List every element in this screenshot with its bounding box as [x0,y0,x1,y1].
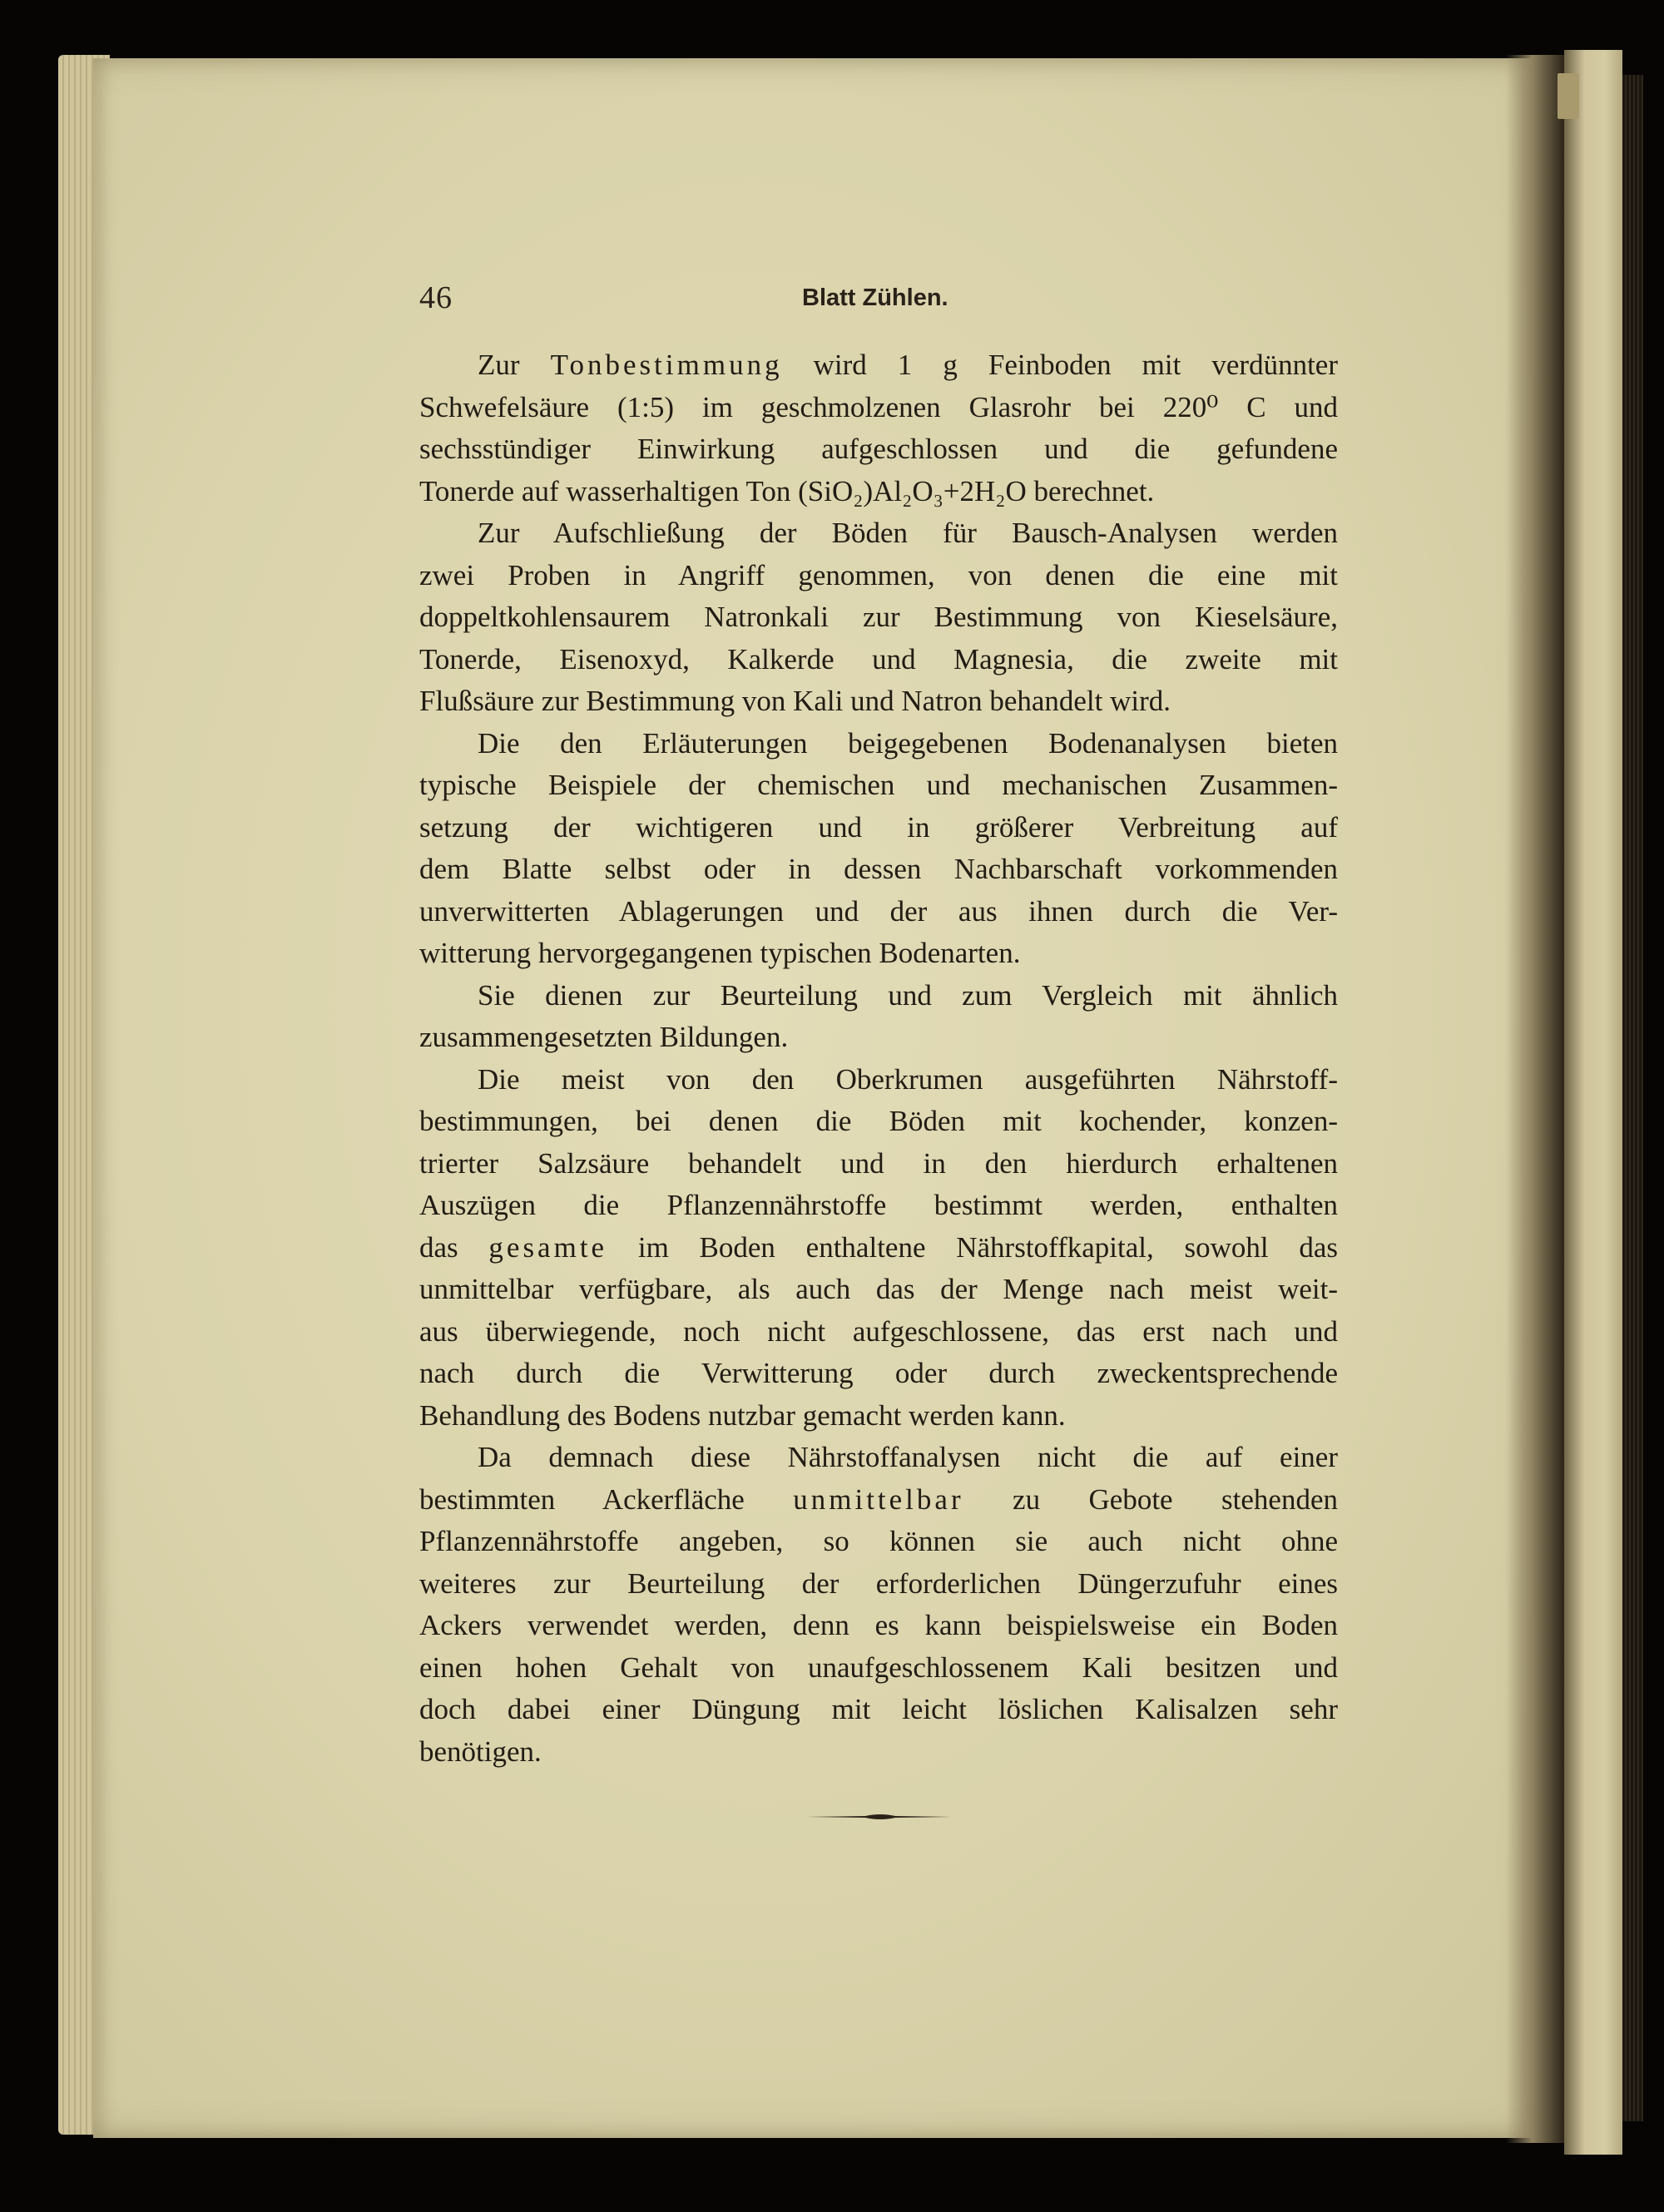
text-line [419,344,1338,387]
text-line: Tonerde, Eisenoxyd, Kalkerde und Magnesia, die zweite mit [419,642,1338,675]
text-line: Auszügen die Pflanzennährstoffe bestimmt werden, enthalten [419,1189,1338,1221]
text-line: Sie dienen zur Beurteilung und zum Vergleich mit ähnlich [478,978,1338,1012]
text-line: aus überwiegende, noch nicht aufgeschlossene, das erst nach und [419,1314,1338,1348]
text-fragment: das [419,1230,489,1264]
paragraph [419,344,1338,512]
paragraph [419,1059,1338,1438]
text-line: doppeltkohlensaurem Natronkali zur Bestimmung von Kieselsäure, [419,601,1338,633]
text-line: Zur Aufschließung der Böden für Bausch-Analysen werden [478,517,1338,549]
emphasized-word: unmittelbar [793,1482,964,1516]
text-line: nach durch die Verwitterung oder durch zweckentsprechende [419,1357,1338,1389]
text-line: trierter Salzsäure behandelt und in den hierdurch erhaltenen [419,1146,1338,1180]
text-line: einen hohen Gehalt von unaufgeschlossenem Kali besitzen und [419,1650,1338,1684]
text-line: Ackers verwendet werden, denn es kann beispielsweise ein Boden [419,1609,1338,1641]
text-line: zusammengesetzten Bildungen. [419,1021,789,1053]
text-line [419,1227,1338,1269]
emphasized-word: Tonbestimmung [550,349,783,381]
book-gutter [1506,55,1564,2143]
text-line: Die meist von den Oberkrumen ausgeführten Nährstoff- [478,1062,1338,1096]
text-line: unmittelbar verfügbare, als auch das der Menge nach meist weit- [419,1273,1338,1305]
emphasized-word: gesamte [488,1230,608,1264]
body-text [419,344,1338,1773]
text-line: Flußsäure zur Bestimmung von Kali und Natron behandelt wird. [419,685,1171,717]
text-fragment: wird 1 g Feinboden mit verdünnter [782,349,1338,381]
end-ornament [807,1812,953,1822]
text-fragment: Zur [478,349,551,381]
text-line: witterung hervorgegangenen typischen Bodenarten. [419,937,1021,969]
running-header [419,280,1338,321]
text-line: Da demnach diese Nährstoffanalysen nicht die auf einer [478,1441,1338,1473]
text-line: unverwitterten Ablagerungen und der aus ihnen durch die Ver- [419,894,1338,928]
facing-page-tab [1558,73,1579,119]
text-line: doch dabei einer Düngung mit leicht löslichen Kalisalzen sehr [419,1693,1338,1725]
text-line: zwei Proben in Angriff genommen, von denen die eine mit [419,558,1338,591]
paragraph [419,975,1338,1059]
running-title: Blatt Zühlen. [802,285,948,311]
text-fragment: im Boden enthaltene Nährstoffkapital, sowohl das [607,1230,1338,1264]
text-line: Die den Erläuterungen beigegebenen Bodenanalysen bieten [478,726,1338,760]
text-line: setzung der wichtigeren und in größerer Verbreitung auf [419,810,1338,844]
text-line: weiteres zur Beurteilung der erforderlichen Düngerzufuhr eines [419,1566,1338,1600]
facing-page-edges [1622,75,1643,2121]
page-number: 46 [419,280,453,315]
text-fragment: zu Gebote stehenden [963,1482,1338,1516]
text-line: Behandlung des Bodens nutzbar gemacht werden kann. [419,1398,1066,1432]
text-line [419,1479,1338,1522]
paragraph [419,1437,1338,1773]
text-line: Tonerde auf wasserhaltigen Ton (SiO₂)Al₂O₃+2H₂O berechnet. [419,474,1155,507]
text-line: benötigen. [419,1734,542,1768]
text-line: dem Blatte selbst oder in dessen Nachbarschaft vorkommenden [419,853,1338,885]
text-line: bestimmungen, bei denen die Böden mit kochender, konzen- [419,1105,1338,1137]
facing-page [1564,50,1622,2155]
text-line: sechsstündiger Einwirkung aufgeschlossen und die gefundene [419,433,1338,465]
text-line: Pflanzennährstoffe angeben, so können sie auch nicht ohne [419,1525,1338,1557]
text-fragment: bestimmten Ackerfläche [419,1482,794,1516]
paragraph [419,512,1338,723]
text-line: Schwefelsäure (1:5) im geschmolzenen Glasrohr bei 220⁰ C und [419,390,1338,423]
text-line: typische Beispiele der chemischen und mechanischen Zusammen- [419,769,1338,801]
paragraph [419,723,1338,975]
